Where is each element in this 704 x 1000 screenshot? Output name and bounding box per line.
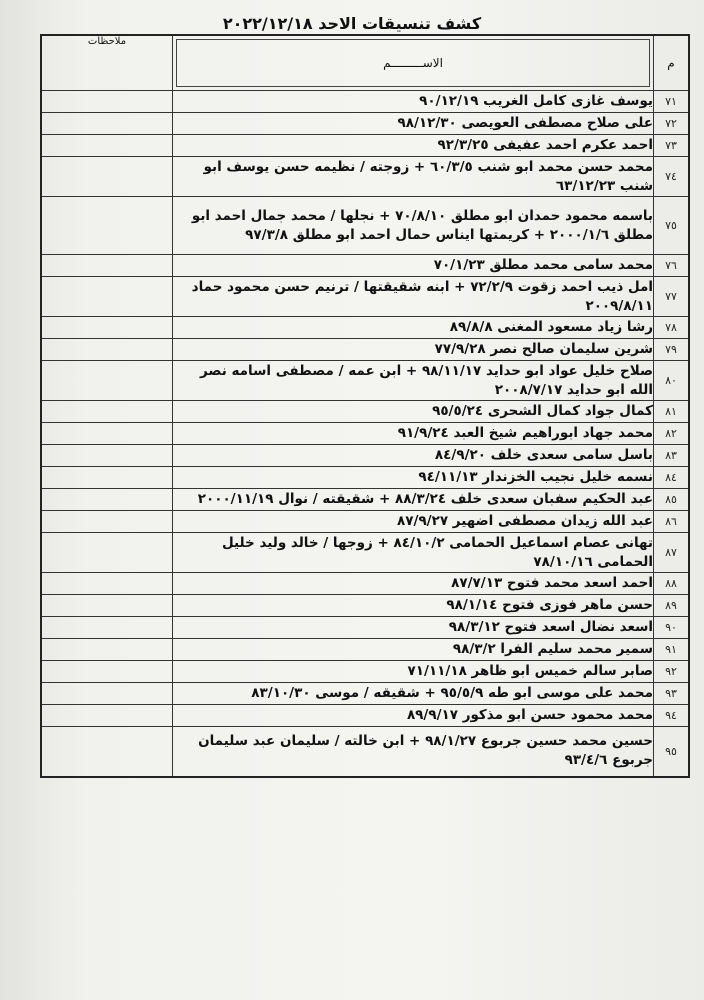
row-notes <box>41 511 173 533</box>
table-row <box>41 339 689 361</box>
table-row <box>41 361 689 401</box>
row-name: على صلاح مصطفى العويصى ٩٨/١٢/٣٠ <box>173 113 654 135</box>
row-notes <box>41 661 173 683</box>
row-number: ٧٨ <box>654 317 690 339</box>
row-number: ٨٩ <box>654 595 690 617</box>
row-number: ٨٧ <box>654 533 690 573</box>
row-number: ٧٤ <box>654 157 690 197</box>
row-name: كمال جواد كمال الشحرى ٩٥/٥/٢٤ <box>173 401 654 423</box>
row-number: ٨٤ <box>654 467 690 489</box>
row-number: ٨٠ <box>654 361 690 401</box>
row-number: ٧٩ <box>654 339 690 361</box>
row-name: امل ذيب احمد زقوت ٧٢/٢/٩ + ابنه شقيقتها / ترنيم حسن محمود حماد ٢٠٠٩/٨/١١ <box>173 277 654 317</box>
row-number: ٩١ <box>654 639 690 661</box>
table-row <box>41 135 689 157</box>
table-row <box>41 639 689 661</box>
table-row <box>41 255 689 277</box>
table-row <box>41 489 689 511</box>
row-number: ٧٥ <box>654 197 690 255</box>
row-number: ٩٥ <box>654 727 690 777</box>
row-notes <box>41 361 173 401</box>
table-row <box>41 317 689 339</box>
row-name: حسين محمد حسين جربوع ٩٨/١/٢٧ + ابن خالته / سليمان عبد سليمان جربوع ٩٣/٤/٦ <box>173 727 654 777</box>
row-name: تهانى عصام اسماعيل الحمامى ٨٤/١٠/٢ + زوجها / خالد وليد خليل الحمامى ٧٨/١٠/١٦ <box>173 533 654 573</box>
table-row <box>41 573 689 595</box>
row-notes <box>41 277 173 317</box>
row-notes <box>41 401 173 423</box>
row-name: عبد الله زيدان مصطفى اضهير ٨٧/٩/٢٧ <box>173 511 654 533</box>
row-notes <box>41 617 173 639</box>
row-number: ٧١ <box>654 91 690 113</box>
row-notes <box>41 157 173 197</box>
table-row <box>41 91 689 113</box>
row-notes <box>41 135 173 157</box>
table-row <box>41 401 689 423</box>
table-row <box>41 661 689 683</box>
row-notes <box>41 683 173 705</box>
table-row <box>41 113 689 135</box>
row-name: محمد حسن محمد ابو شنب ٦٠/٣/٥ + زوجته / نظيمه حسن يوسف ابو شنب ٦٣/١٢/٢٣ <box>173 157 654 197</box>
row-name: سمير محمد سليم الفرا ٩٨/٣/٢ <box>173 639 654 661</box>
table-row <box>41 467 689 489</box>
row-name: محمد سامى محمد مطلق ٧٠/١/٢٣ <box>173 255 654 277</box>
row-name: شرين سليمان صالح نصر ٧٧/٩/٢٨ <box>173 339 654 361</box>
row-notes <box>41 639 173 661</box>
table-header-row <box>41 35 689 91</box>
row-name: نسمه خليل نجيب الخزندار ٩٤/١١/١٣ <box>173 467 654 489</box>
row-number: ٨٣ <box>654 445 690 467</box>
row-number: ٩٤ <box>654 705 690 727</box>
row-notes <box>41 317 173 339</box>
row-notes <box>41 423 173 445</box>
row-number: ٨٢ <box>654 423 690 445</box>
row-number: ٩٣ <box>654 683 690 705</box>
row-notes <box>41 255 173 277</box>
row-name: باسمه محمود حمدان ابو مطلق ٧٠/٨/١٠ + نجلها / محمد جمال احمد ابو مطلق ٢٠٠٠/١/٦ + كريمتها ايناس حمال احمد ابو مطلق ٩٧/٣/٨ <box>173 197 654 255</box>
table-row <box>41 423 689 445</box>
header-number: م <box>654 35 690 91</box>
table-row <box>41 277 689 317</box>
row-notes <box>41 445 173 467</box>
row-name: محمد محمود حسن ابو مذكور ٨٩/٩/١٧ <box>173 705 654 727</box>
table-row <box>41 197 689 255</box>
table-row <box>41 533 689 573</box>
table-row <box>41 683 689 705</box>
row-notes <box>41 533 173 573</box>
header-notes: ملاحظات <box>41 35 173 91</box>
row-name: احمد عكرم احمد عفيفى ٩٢/٣/٢٥ <box>173 135 654 157</box>
page-title: كشف تنسيقات الاحد ٢٠٢٢/١٢/١٨ <box>222 14 482 33</box>
row-number: ٨٨ <box>654 573 690 595</box>
row-name: حسن ماهر فوزى فتوح ٩٨/١/١٤ <box>173 595 654 617</box>
row-number: ٧٣ <box>654 135 690 157</box>
table-row <box>41 727 689 777</box>
table-row <box>41 617 689 639</box>
table-row <box>41 705 689 727</box>
names-table <box>40 34 690 778</box>
row-notes <box>41 705 173 727</box>
table-body <box>41 91 689 777</box>
row-name: محمد على موسى ابو طه ٩٥/٥/٩ + شقيقه / موسى ٨٣/١٠/٣٠ <box>173 683 654 705</box>
row-notes <box>41 339 173 361</box>
row-name: عبد الحكيم سفبان سعدى خلف ٨٨/٣/٢٤ + شقيقته / نوال ٢٠٠٠/١١/١٩ <box>173 489 654 511</box>
row-number: ٧٦ <box>654 255 690 277</box>
row-notes <box>41 489 173 511</box>
row-notes <box>41 467 173 489</box>
row-name: صابر سالم خميس ابو ظاهر ٧١/١١/١٨ <box>173 661 654 683</box>
table-row <box>41 511 689 533</box>
table-row <box>41 445 689 467</box>
row-name: محمد جهاد ابوراهيم شيخ العبد ٩١/٩/٢٤ <box>173 423 654 445</box>
row-name: رشا زياد مسعود المغنى ٨٩/٨/٨ <box>173 317 654 339</box>
row-number: ٨٦ <box>654 511 690 533</box>
row-name: باسل سامى سعدى خلف ٨٤/٩/٢٠ <box>173 445 654 467</box>
row-number: ٩٢ <box>654 661 690 683</box>
row-notes <box>41 113 173 135</box>
header-name: الاســـــــــم <box>173 35 654 91</box>
row-number: ٨١ <box>654 401 690 423</box>
row-notes <box>41 727 173 777</box>
row-number: ٧٢ <box>654 113 690 135</box>
row-name: صلاح خليل عواد ابو حدايد ٩٨/١١/١٧ + ابن عمه / مصطفى اسامه نصر الله ابو حدايد ٢٠٠٨/٧/١٧ <box>173 361 654 401</box>
table-row <box>41 157 689 197</box>
row-notes <box>41 573 173 595</box>
row-number: ٨٥ <box>654 489 690 511</box>
row-name: اسعد نضال اسعد فتوح ٩٨/٣/١٢ <box>173 617 654 639</box>
row-number: ٩٠ <box>654 617 690 639</box>
row-notes <box>41 595 173 617</box>
row-name: احمد اسعد محمد فتوح ٨٧/٧/١٣ <box>173 573 654 595</box>
row-notes <box>41 197 173 255</box>
row-number: ٧٧ <box>654 277 690 317</box>
row-notes <box>41 91 173 113</box>
table-row <box>41 595 689 617</box>
row-name: يوسف غازى كامل الغريب ٩٠/١٢/١٩ <box>173 91 654 113</box>
